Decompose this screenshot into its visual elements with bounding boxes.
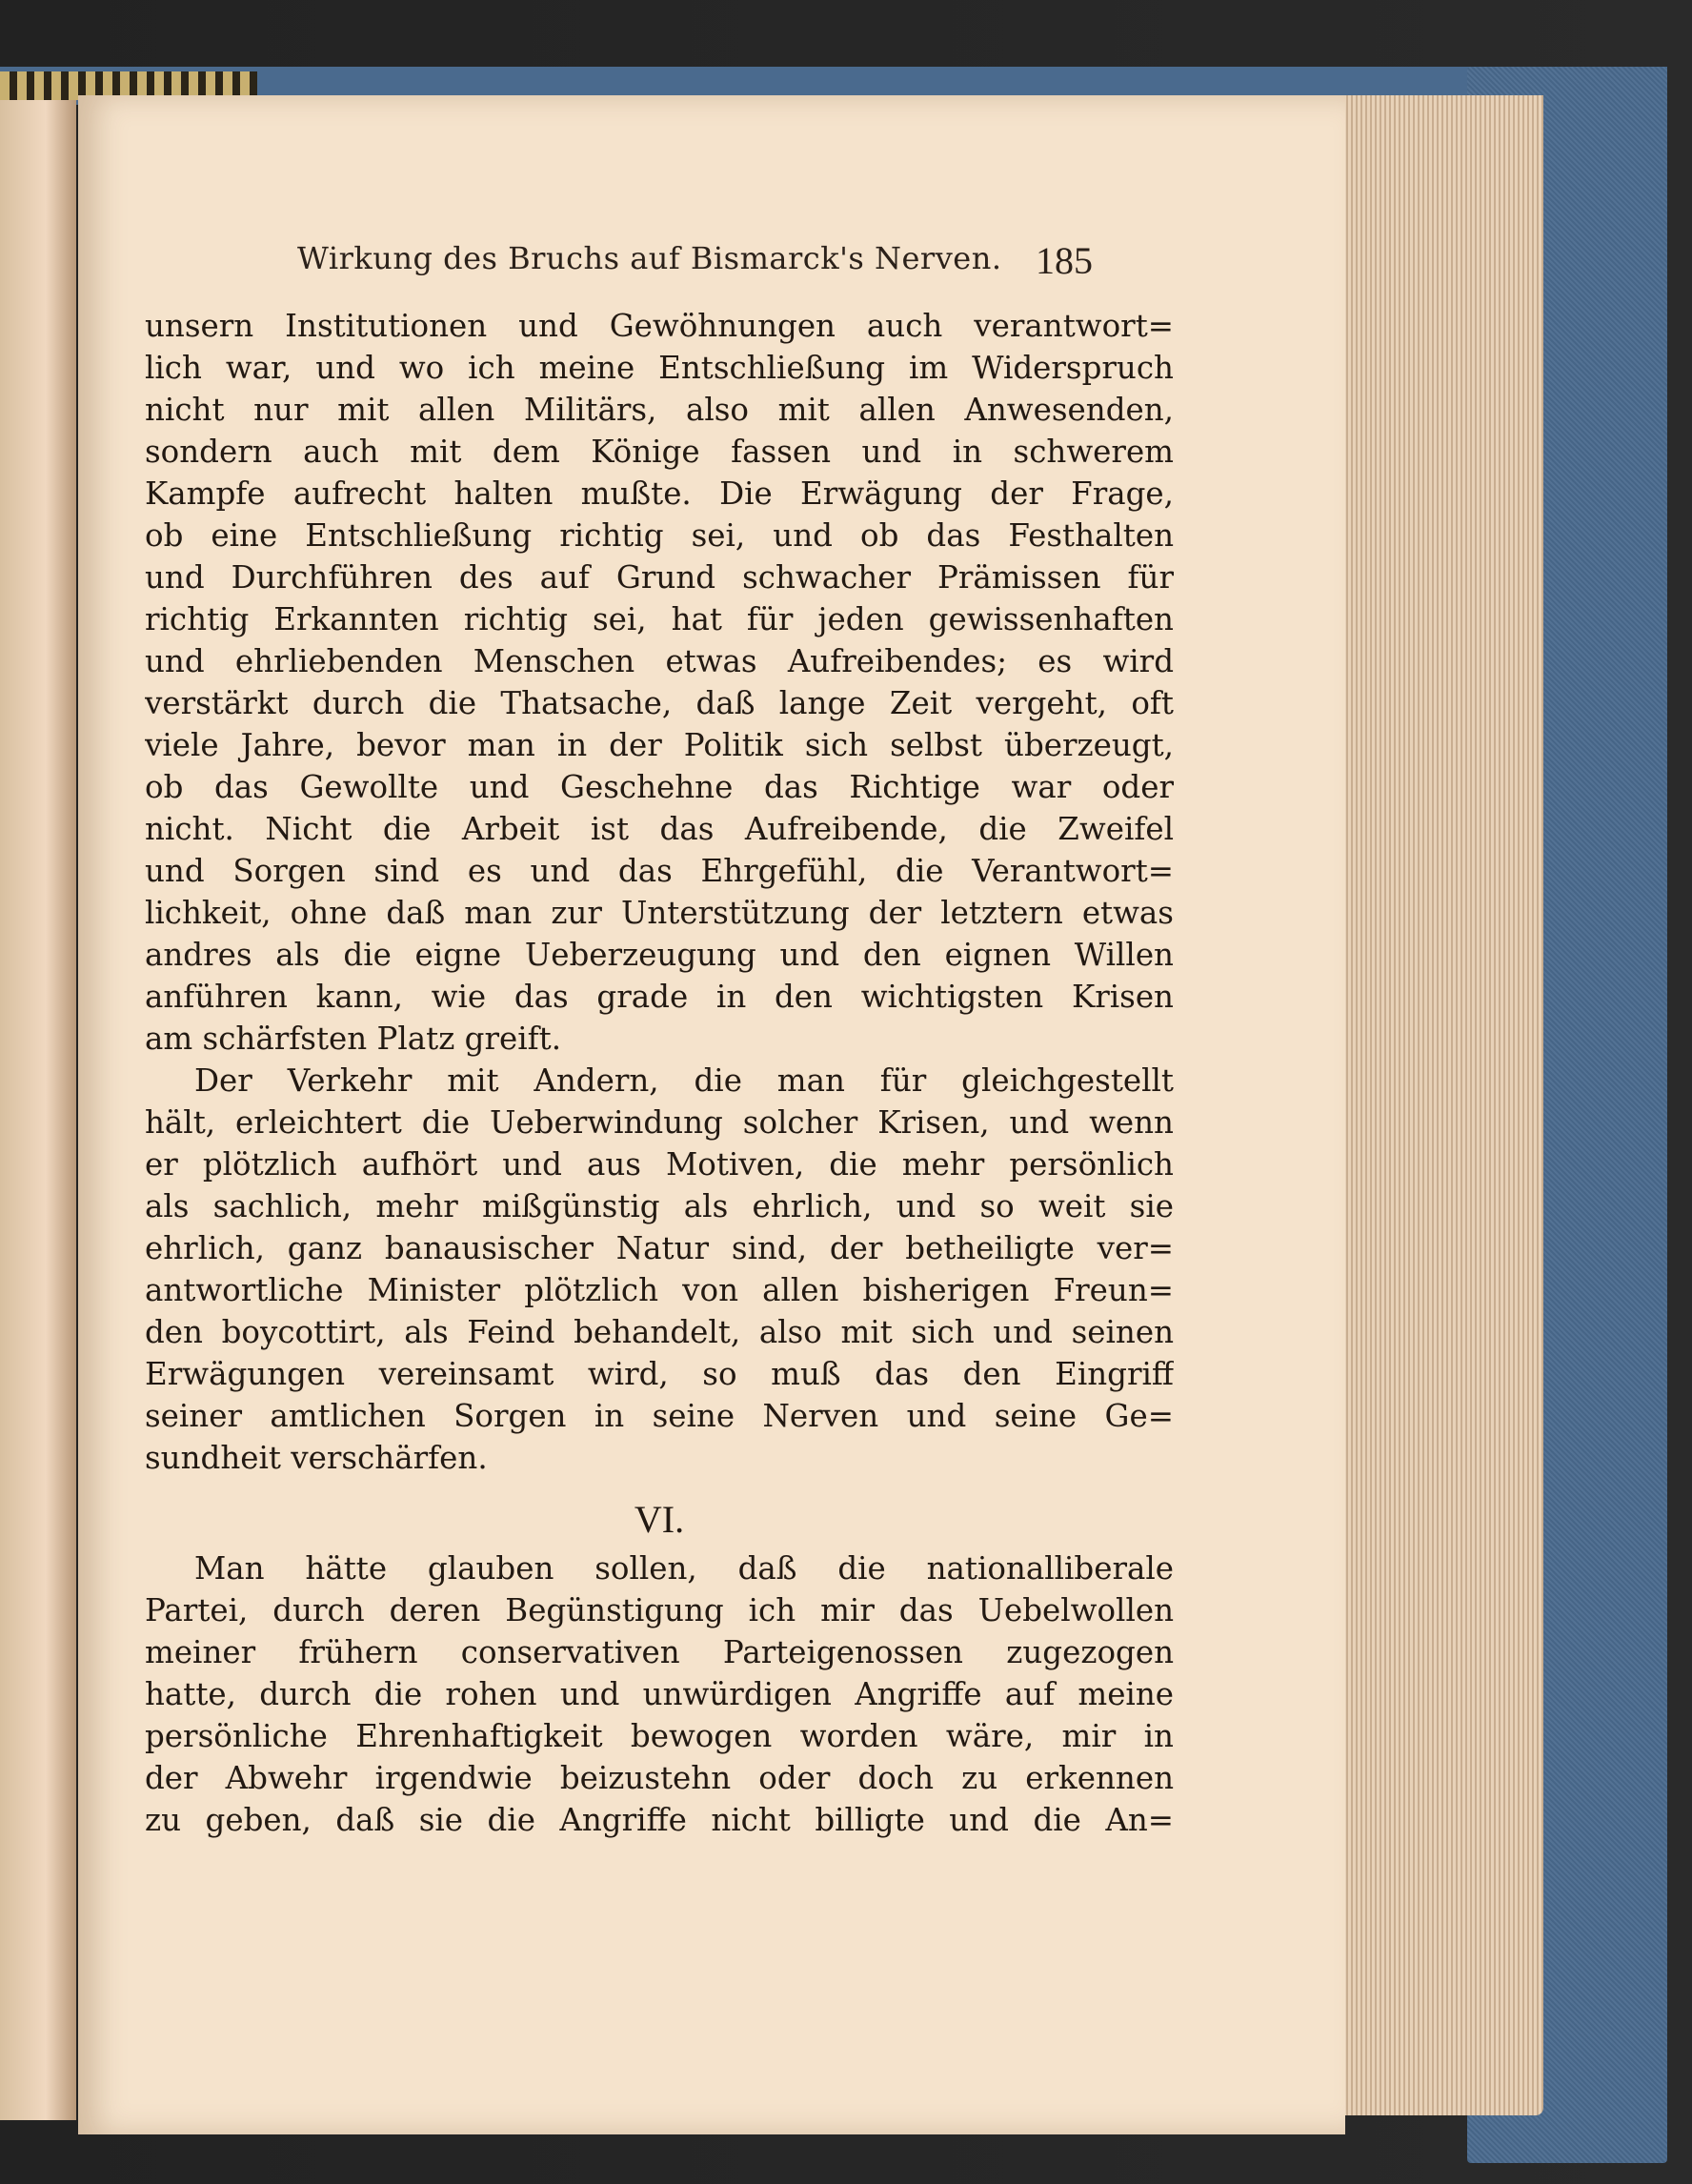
text-line: ob eine Entschließung richtig sei, und ob das Festhalten bbox=[145, 517, 1174, 554]
page-header bbox=[78, 240, 1345, 297]
text-line: persönliche Ehrenhaftigkeit bewogen worden wäre, mir in bbox=[145, 1718, 1174, 1754]
text-line: sondern auch mit dem Könige fassen und in schwerem bbox=[145, 434, 1174, 470]
text-line: hält, erleichtert die Ueberwindung solcher Krisen, und wenn bbox=[145, 1104, 1174, 1141]
text-line: ehrlich, ganz banausischer Natur sind, der betheiligte ver= bbox=[145, 1230, 1174, 1266]
text-line: ob das Gewollte und Geschehne das Richtige war oder bbox=[145, 769, 1174, 805]
body-text bbox=[145, 305, 1174, 1841]
text-line: zu geben, daß sie die Angriffe nicht billigte und die An= bbox=[145, 1802, 1174, 1838]
text-line: Der Verkehr mit Andern, die man für gleichgestellt bbox=[194, 1062, 1174, 1099]
text-line: als sachlich, mehr mißgünstig als ehrlich, und so weit sie bbox=[145, 1188, 1174, 1224]
text-line: nicht. Nicht die Arbeit ist das Aufreibende, die Zweifel bbox=[145, 811, 1174, 847]
paragraph-1 bbox=[145, 305, 1174, 1060]
text-line: den boycottirt, als Feind behandelt, also mit sich und seinen bbox=[145, 1314, 1174, 1350]
text-line: meiner frühern conservativen Parteigenossen zugezogen bbox=[145, 1634, 1174, 1670]
paragraph-3 bbox=[145, 1547, 1174, 1841]
text-line: andres als die eigne Ueberzeugung und den eignen Willen bbox=[145, 937, 1174, 973]
text-line: Man hätte glauben sollen, daß die nationalliberale bbox=[194, 1550, 1174, 1587]
text-line: und ehrliebenden Menschen etwas Aufreibendes; es wird bbox=[145, 643, 1174, 679]
text-line: am schärfsten Platz greift. bbox=[145, 1021, 562, 1057]
section-heading: VI. bbox=[634, 1498, 685, 1541]
text-line: seiner amtlichen Sorgen in seine Nerven und seine Ge= bbox=[145, 1398, 1174, 1434]
text-line: anführen kann, wie das grade in den wichtigsten Krisen bbox=[145, 979, 1174, 1015]
text-line: richtig Erkannten richtig sei, hat für jeden gewissenhaften bbox=[145, 601, 1174, 637]
text-line: er plötzlich aufhört und aus Motiven, die mehr persönlich bbox=[145, 1146, 1174, 1183]
page-number: 185 bbox=[1036, 239, 1093, 282]
text-line: lichkeit, ohne daß man zur Unterstützung der letztern etwas bbox=[145, 895, 1174, 931]
text-line: hatte, durch die rohen und unwürdigen Angriffe auf meine bbox=[145, 1676, 1174, 1712]
left-page-edge bbox=[0, 100, 76, 2120]
text-line: und Durchführen des auf Grund schwacher Prämissen für bbox=[145, 559, 1174, 596]
text-line: sundheit verschärfen. bbox=[145, 1440, 488, 1476]
book-page bbox=[78, 95, 1345, 2134]
text-line: antwortliche Minister plötzlich von allen bisherigen Freun= bbox=[145, 1272, 1174, 1308]
running-head: Wirkung des Bruchs auf Bismarck's Nerven. bbox=[297, 240, 1002, 276]
text-line: lich war, und wo ich meine Entschließung im Widerspruch bbox=[145, 350, 1174, 386]
text-line: nicht nur mit allen Militärs, also mit allen Anwesenden, bbox=[145, 392, 1174, 428]
text-line: und Sorgen sind es und das Ehrgefühl, die Verantwort= bbox=[145, 853, 1174, 889]
paragraph-2 bbox=[145, 1060, 1174, 1479]
page-stack-edge bbox=[1324, 95, 1543, 2115]
text-line: Erwägungen vereinsamt wird, so muß das den Eingriff bbox=[145, 1356, 1174, 1392]
text-line: unsern Institutionen und Gewöhnungen auch verantwort= bbox=[145, 308, 1174, 344]
text-line: der Abwehr irgendwie beizustehn oder doch zu erkennen bbox=[145, 1760, 1174, 1796]
text-line: Kampfe aufrecht halten mußte. Die Erwägung der Frage, bbox=[145, 475, 1174, 512]
text-line: Partei, durch deren Begünstigung ich mir das Uebelwollen bbox=[145, 1592, 1174, 1628]
text-line: verstärkt durch die Thatsache, daß lange Zeit vergeht, oft bbox=[145, 685, 1174, 721]
text-line: viele Jahre, bevor man in der Politik sich selbst überzeugt, bbox=[145, 727, 1174, 763]
